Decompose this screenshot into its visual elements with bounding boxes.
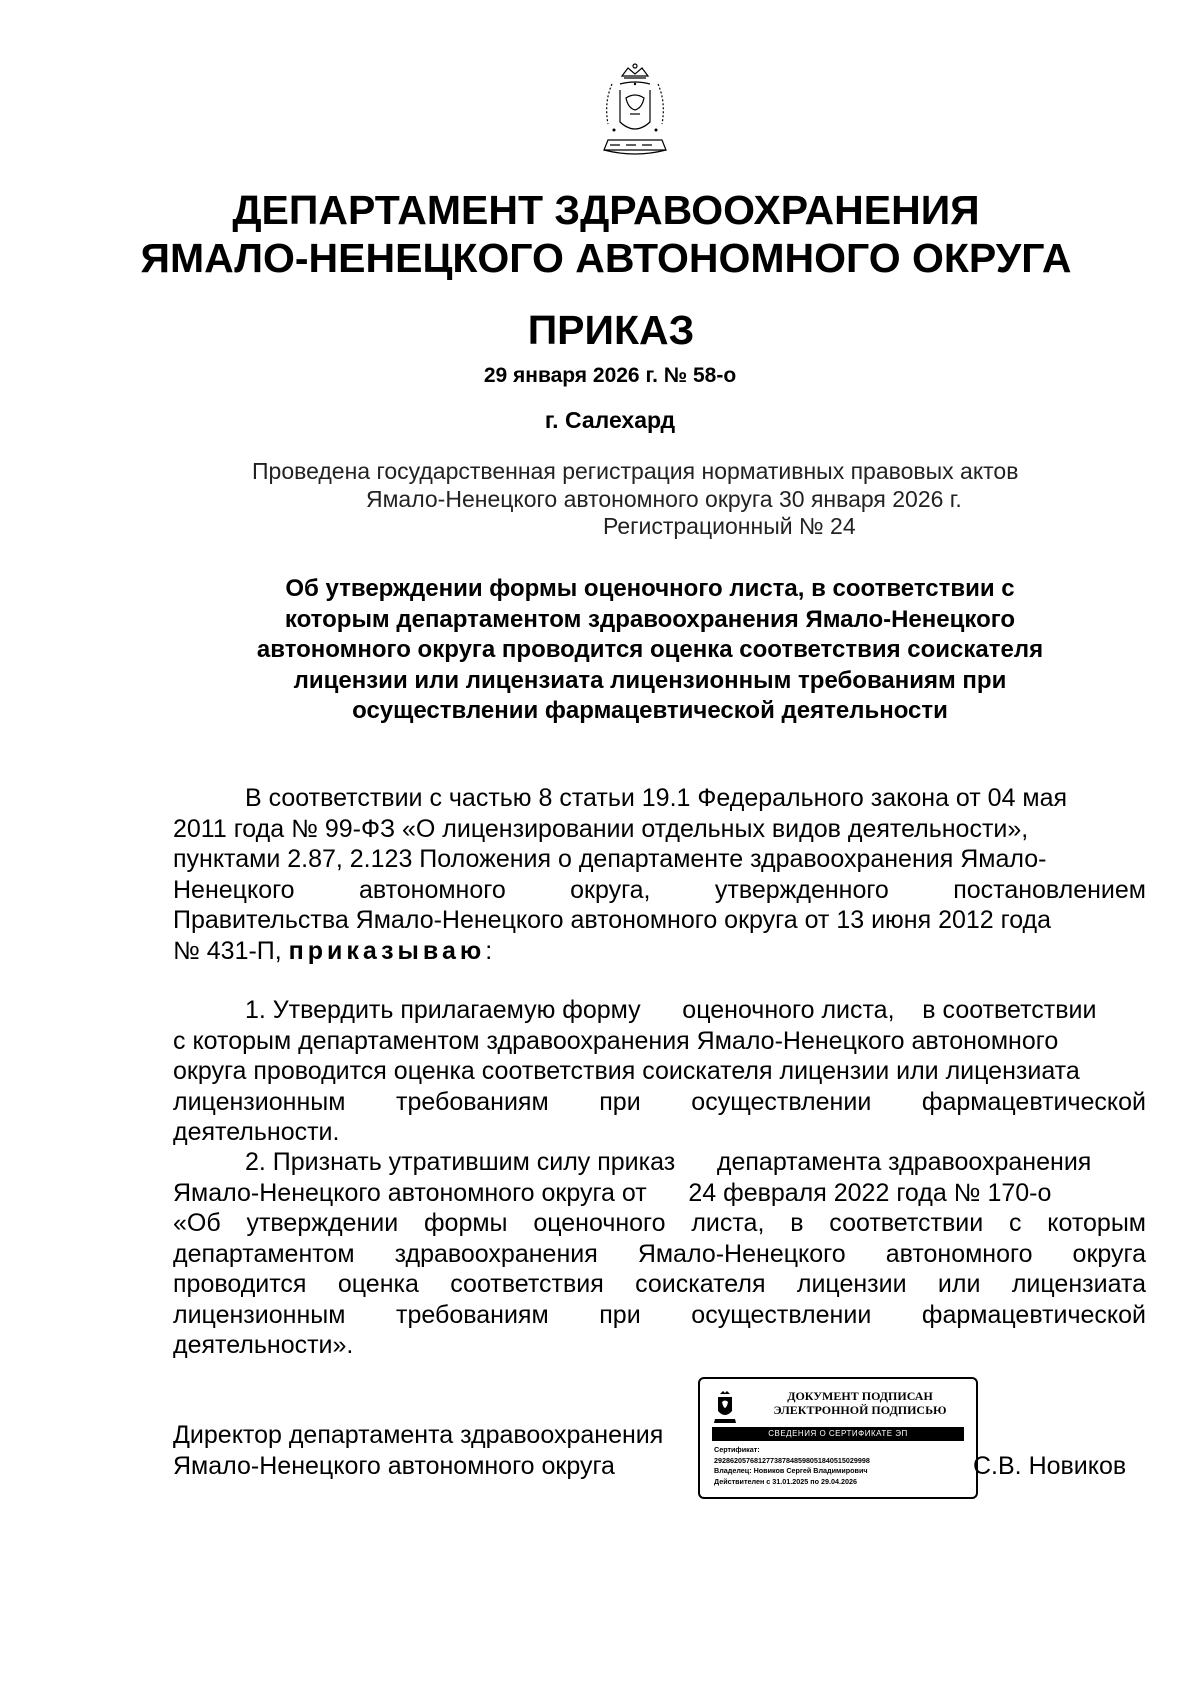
item-1-line: округа проводится оценка соответствия соискателя лицензии или лицензиата bbox=[173, 1057, 1080, 1085]
certificate-owner: Владелец: Новиков Сергей Владимирович bbox=[714, 1466, 868, 1475]
stamp-title bbox=[750, 1389, 970, 1417]
department-title bbox=[0, 186, 1200, 282]
item-2-line: Ямало-Ненецкого автономного округа от 24 февраля 2022 года № 170-о bbox=[173, 1178, 1052, 1207]
item-1-line: лицензионным требованиям при осуществлении фармацевтической bbox=[173, 1087, 1146, 1116]
department-title-line-1: ДЕПАРТАМЕНТ ЗДРАВООХРАНЕНИЯ bbox=[232, 187, 980, 233]
registration-line-2: Ямало-Ненецкого автономного округа 30 января 2026 г. bbox=[366, 486, 962, 512]
signer-position-line-1: Директор департамента здравоохранения bbox=[173, 1421, 664, 1449]
item-2-line: деятельности». bbox=[173, 1331, 354, 1359]
item-1-line: деятельности. bbox=[173, 1118, 340, 1146]
signer-name: С.В. Новиков bbox=[973, 1452, 1127, 1480]
registration-number: Регистрационный № 24 bbox=[603, 513, 856, 539]
item-1-line: с которым департаментом здравоохранения Ямало-Ненецкого автономного bbox=[173, 1026, 1059, 1055]
coat-of-arms-icon bbox=[712, 1389, 738, 1425]
item-1-line: 1. Утвердить прилагаемую форму оценочного листа, в соответствии bbox=[245, 996, 1097, 1024]
signer-position bbox=[173, 1420, 663, 1481]
subject-line: Об утверждении формы оценочного листа, в соответствии с bbox=[285, 575, 1015, 602]
certificate-value: 292862057681277387848598051840515029998 bbox=[714, 1455, 870, 1465]
order-subject bbox=[170, 574, 1130, 727]
item-2-line: проводится оценка соответствия соискателя лицензии или лицензиата bbox=[173, 1270, 1146, 1298]
stamp-title-line-1: ДОКУМЕНТ ПОДПИСАН bbox=[787, 1389, 933, 1403]
subject-line: которым департаментом здравоохранения Ямало-Ненецкого bbox=[284, 605, 1016, 633]
item-2-line: «Об утверждении формы оценочного листа, в соответствии с которым bbox=[173, 1209, 1146, 1237]
stamp-certificate-details bbox=[714, 1445, 966, 1487]
coat-of-arms-icon bbox=[590, 62, 680, 167]
item-2-line: лицензионным требованиям при осуществлении фармацевтической bbox=[173, 1300, 1146, 1329]
preamble-line: 2011 года № 99-ФЗ «О лицензировании отдельных видов деятельности», bbox=[173, 814, 1029, 843]
document-type-title: ПРИКАЗ bbox=[527, 307, 695, 353]
item-2-line: департаментом здравоохранения Ямало-Ненецкого автономного округа bbox=[173, 1239, 1146, 1268]
preamble-line: Правительства Ямало-Ненецкого автономного округа от 13 июня 2012 года bbox=[173, 906, 1052, 934]
stamp-title-line-2: ЭЛЕКТРОННОЙ ПОДПИСЬЮ bbox=[773, 1403, 947, 1417]
preamble-line: пунктами 2.87, 2.123 Положения о департаменте здравоохранения Ямало- bbox=[173, 845, 1047, 873]
order-date-number: 29 января 2026 г. № 58-о bbox=[483, 364, 737, 387]
preamble-line: В соответствии с частью 8 статьи 19.1 Федерального закона от 04 мая bbox=[245, 784, 1068, 812]
command-colon: : bbox=[485, 936, 493, 965]
subject-line: осуществлении фармацевтической деятельности bbox=[352, 697, 948, 724]
order-item-1 bbox=[173, 995, 1146, 1148]
subject-line: лицензии или лицензиата лицензионным требованиям при bbox=[293, 666, 1007, 694]
preamble-line: № 431-П, bbox=[173, 936, 282, 965]
preamble-paragraph bbox=[173, 783, 1146, 966]
electronic-signature-stamp bbox=[698, 1377, 978, 1499]
preamble-last-line bbox=[173, 936, 1146, 967]
department-title-line-2: ЯМАЛО-НЕНЕЦКОГО АВТОНОМНОГО ОКРУГА bbox=[140, 235, 1072, 281]
stamp-certificate-bar: СВЕДЕНИЯ О СЕРТИФИКАТЕ ЭП bbox=[712, 1427, 964, 1441]
certificate-label: Сертификат: bbox=[714, 1445, 760, 1454]
certificate-validity: Действителен с 31.01.2025 по 29.04.2026 bbox=[714, 1476, 857, 1486]
registration-line-1: Проведена государственная регистрация нормативных правовых актов bbox=[252, 458, 1019, 484]
order-city: г. Салехард bbox=[544, 407, 676, 433]
order-item-2 bbox=[173, 1147, 1146, 1361]
subject-line: автономного округа проводится оценка соответствия соискателя bbox=[256, 636, 1044, 663]
preamble-line: Ненецкого автономного округа, утвержденного постановлением bbox=[173, 875, 1146, 904]
command-word: приказываю bbox=[288, 936, 486, 965]
signer-position-line-2: Ямало-Ненецкого автономного округа bbox=[173, 1451, 615, 1480]
item-2-line: 2. Признать утратившим силу приказ департамента здравоохранения bbox=[245, 1148, 1092, 1176]
